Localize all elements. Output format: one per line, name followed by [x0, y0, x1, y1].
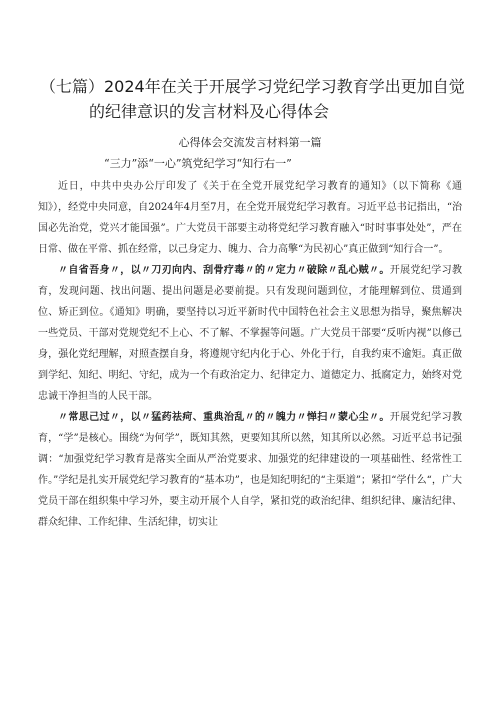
paragraph-2-lead: 〃自省吾身〃，以〃刀刃向内、刮骨疗毒〃的〃定力〃破除〃乱心贼〃。	[58, 265, 390, 276]
paragraph-3-lead: 〃常思己过〃，以〃猛药祛疴、重典治乱〃的〃魄力〃惮扫〃蒙心尘〃。	[58, 412, 390, 423]
paragraph-2	[38, 260, 462, 407]
section-heading: “三力”添“一心”筑党纪学习“知行右一”	[104, 157, 292, 170]
title-line-1: （七篇）2024年在关于开展学习党纪学习教育学出更加自觉	[40, 77, 465, 96]
document-title	[40, 74, 480, 124]
paragraph-1: 近日，中共中央办公厅印发了《关于在全党开展党纪学习教育的通知》（以下简称《通知》），经党中央同意，自2024年4月至7月，在全党开展党纪学习教育。习近平总书记指出，“治国必先治党，党兴才能国强”。广大党员干部要主动将党纪学习教育融入“时时事事处处”，严在日常、做在平常、抓在经常，以己身定力、魄力、合力高擎“为民初心”真正做到“知行合一”。	[38, 181, 462, 255]
paragraph-3-text: 开展党纪学习教育，“学”是核心。围绕“为何学”，既知其然，更要知其所以然，知其所以必然。习近平总书记强调：“加强党纪学习教育是落实全面从严治党要求、加强党的纪律建设的一项基础性、经常性工作。”学纪是扎实开展党纪学习教育的“基本功”，也是知纪明纪的“主渠道”；紧扣“学什么“，广大党员干部在组织集中学习外，要主动开展个人自学，紧扣党的政治纪律、组织纪律、廉洁纪律、群众纪律、工作纪律、生活纪律，切实让	[38, 412, 463, 528]
body-text	[38, 176, 462, 533]
paragraph-2-text: 开展党纪学习教育，发现问题、找出问题、提出问题是必要前提。只有发现问题到位，才能理解到位、贯通到位、矫正到位。《通知》明确，要坚持以习近平新时代中国特色社会主义思想为指导，聚焦解决一些党员、干部对党规党纪不上心、不了解、不掌握等问题。广大党员干部要“反听内视”以修己身，强化党纪理解，对照查摆自身，将遵规守纪内化于心、外化于行，自我约束不逾矩。真正做到学纪、知纪、明纪、守纪，成为一个有政治定力、纪律定力、道德定力、抵腐定力，始终对党忠诚干净担当的人民干部。	[38, 265, 463, 402]
subtitle: 心得体会交流发言材料第一篇	[178, 136, 322, 149]
title-line-2: 的纪律意识的发言材料及心得体会	[89, 102, 330, 121]
paragraph-3	[38, 407, 462, 533]
